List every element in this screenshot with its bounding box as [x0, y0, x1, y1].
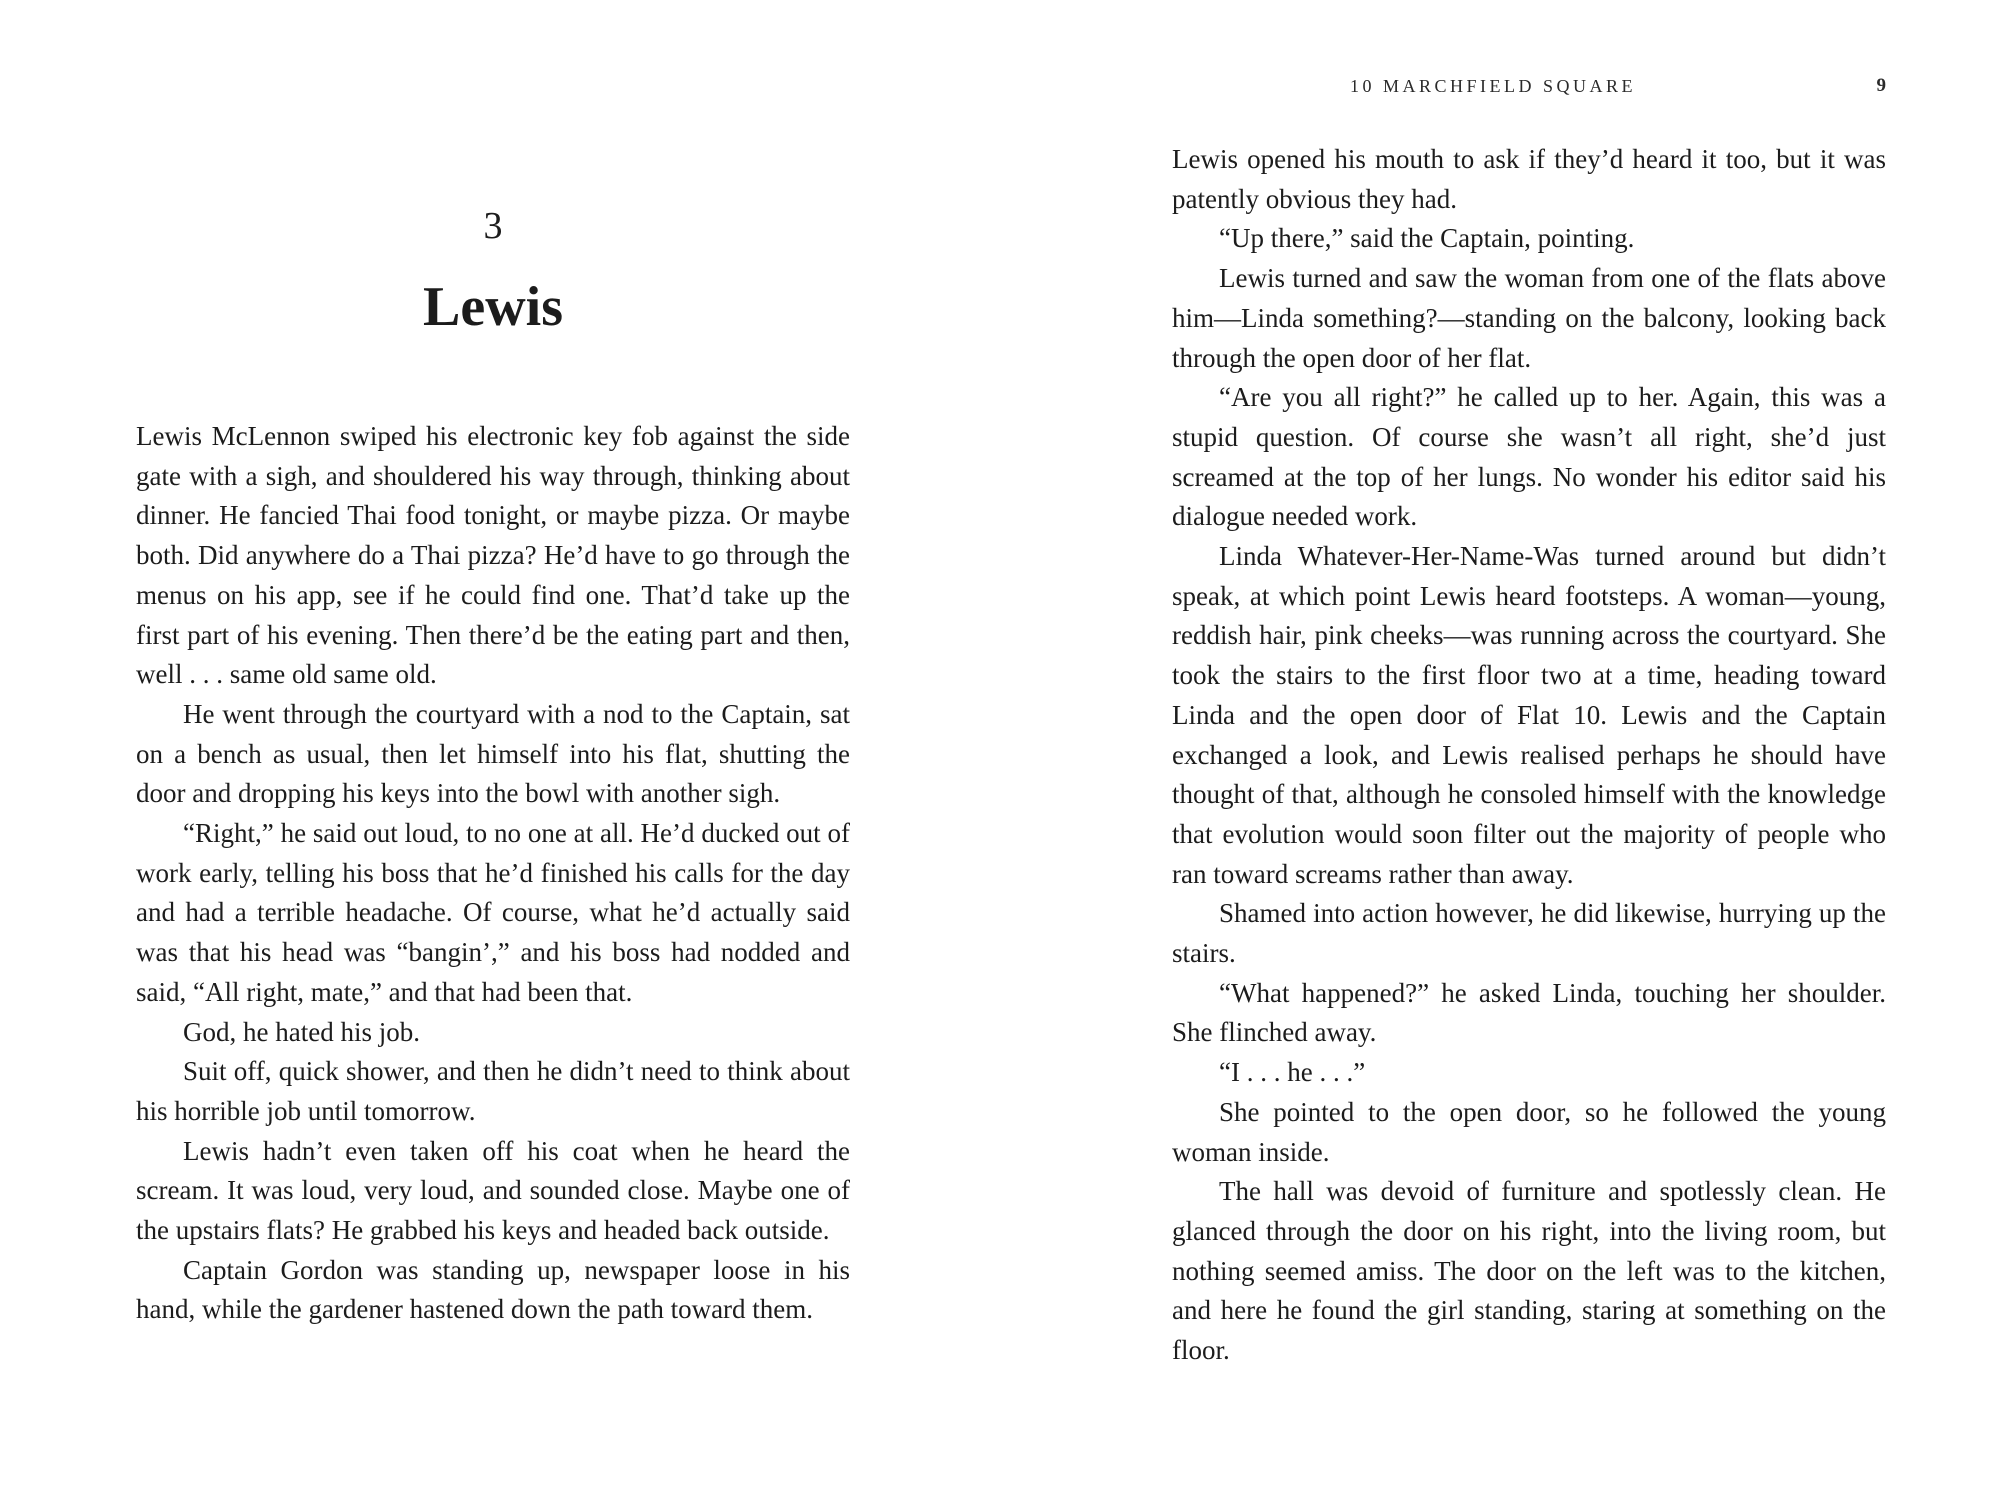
- paragraph: The hall was devoid of furniture and spotlessly clean. He glanced through the door on his right, into the living room, but nothing seemed amiss. The door on the left was to the kitchen, and here he found the girl standing, staring at something on the floor.: [1172, 1176, 1886, 1366]
- paragraph: “Are you all right?” he called up to her. Again, this was a stupid question. Of course she wasn’t all right, she’d just screamed at the top of her lungs. No wonder his editor said his dialogue needed work.: [1172, 382, 1886, 532]
- paragraph: God, he hated his job.: [183, 1016, 420, 1047]
- paragraph: “Right,” he said out loud, to no one at all. He’d ducked out of work early, telling his boss that he’d finished his calls for the day and had a terrible headache. Of course, what he’d actually said was that his head was “bangin’,” and his boss had nodded and said, “All right, mate,” and that had been that.: [136, 818, 850, 1007]
- paragraph: Shamed into action however, he did likewise, hurrying up the stairs.: [1172, 898, 1886, 969]
- paragraph: Lewis hadn’t even taken off his coat when he heard the scream. It was loud, very loud, and sounded close. Maybe one of the upstairs flats? He grabbed his keys and headed back outside.: [136, 1135, 850, 1246]
- paragraph: She pointed to the open door, so he followed the young woman inside.: [1172, 1096, 1886, 1167]
- paragraph: Lewis turned and saw the woman from one of the flats above him—Linda something?—standing on the balcony, looking back through the open door of her flat.: [1172, 263, 1886, 373]
- paragraph: “Up there,” said the Captain, pointing.: [1219, 223, 1635, 254]
- paragraph: Captain Gordon was standing up, newspaper loose in his hand, while the gardener hastened down the path toward them.: [136, 1254, 850, 1325]
- paragraph: He went through the courtyard with a nod to the Captain, sat on a bench as usual, then let himself into his flat, shutting the door and dropping his keys into the bowl with another sigh.: [136, 698, 850, 809]
- paragraph: Lewis opened his mouth to ask if they’d heard it too, but it was patently obvious they had.: [1172, 144, 1886, 214]
- paragraph: Suit off, quick shower, and then he didn’t need to think about his horrible job until tomorrow.: [136, 1056, 850, 1126]
- paragraph: Linda Whatever-Her-Name-Was turned around but didn’t speak, at which point Lewis heard footsteps. A woman—young, reddish hair, pink cheeks—was running across the courtyard. She took the stairs to the first floor two at a time, heading toward Linda and the open door of Flat 10. Lewis and the Captain exchanged a look, and Lewis realised perhaps he should have thought of that, although he consoled himself with the knowledge that evolution would soon filter out the majority of people who ran toward screams rather than away.: [1172, 541, 1886, 889]
- page-number: 9: [1876, 75, 1886, 96]
- paragraph: “I . . . he . . .”: [1219, 1057, 1366, 1088]
- right-page: [1000, 0, 2000, 1500]
- chapter-title: Lewis: [423, 276, 563, 338]
- paragraph: Lewis McLennon swiped his electronic key fob against the side gate with a sigh, and shouldered his way through, thinking about dinner. He fancied Thai food tonight, or maybe pizza. Or maybe both. Did anywhere do a Thai pizza? He’d have to go through the menus on his app, see if he could find one. That’d take up the first part of his evening. Then there’d be the eating part and then, well . . . same old same old.: [136, 421, 850, 690]
- left-page-body: [136, 417, 850, 1330]
- chapter-number: 3: [483, 205, 503, 247]
- right-page-body: [1172, 140, 1886, 1371]
- paragraph: “What happened?” he asked Linda, touching her shoulder. She flinched away.: [1172, 977, 1886, 1048]
- running-head: 10 MARCHFIELD SQUARE: [1349, 76, 1637, 96]
